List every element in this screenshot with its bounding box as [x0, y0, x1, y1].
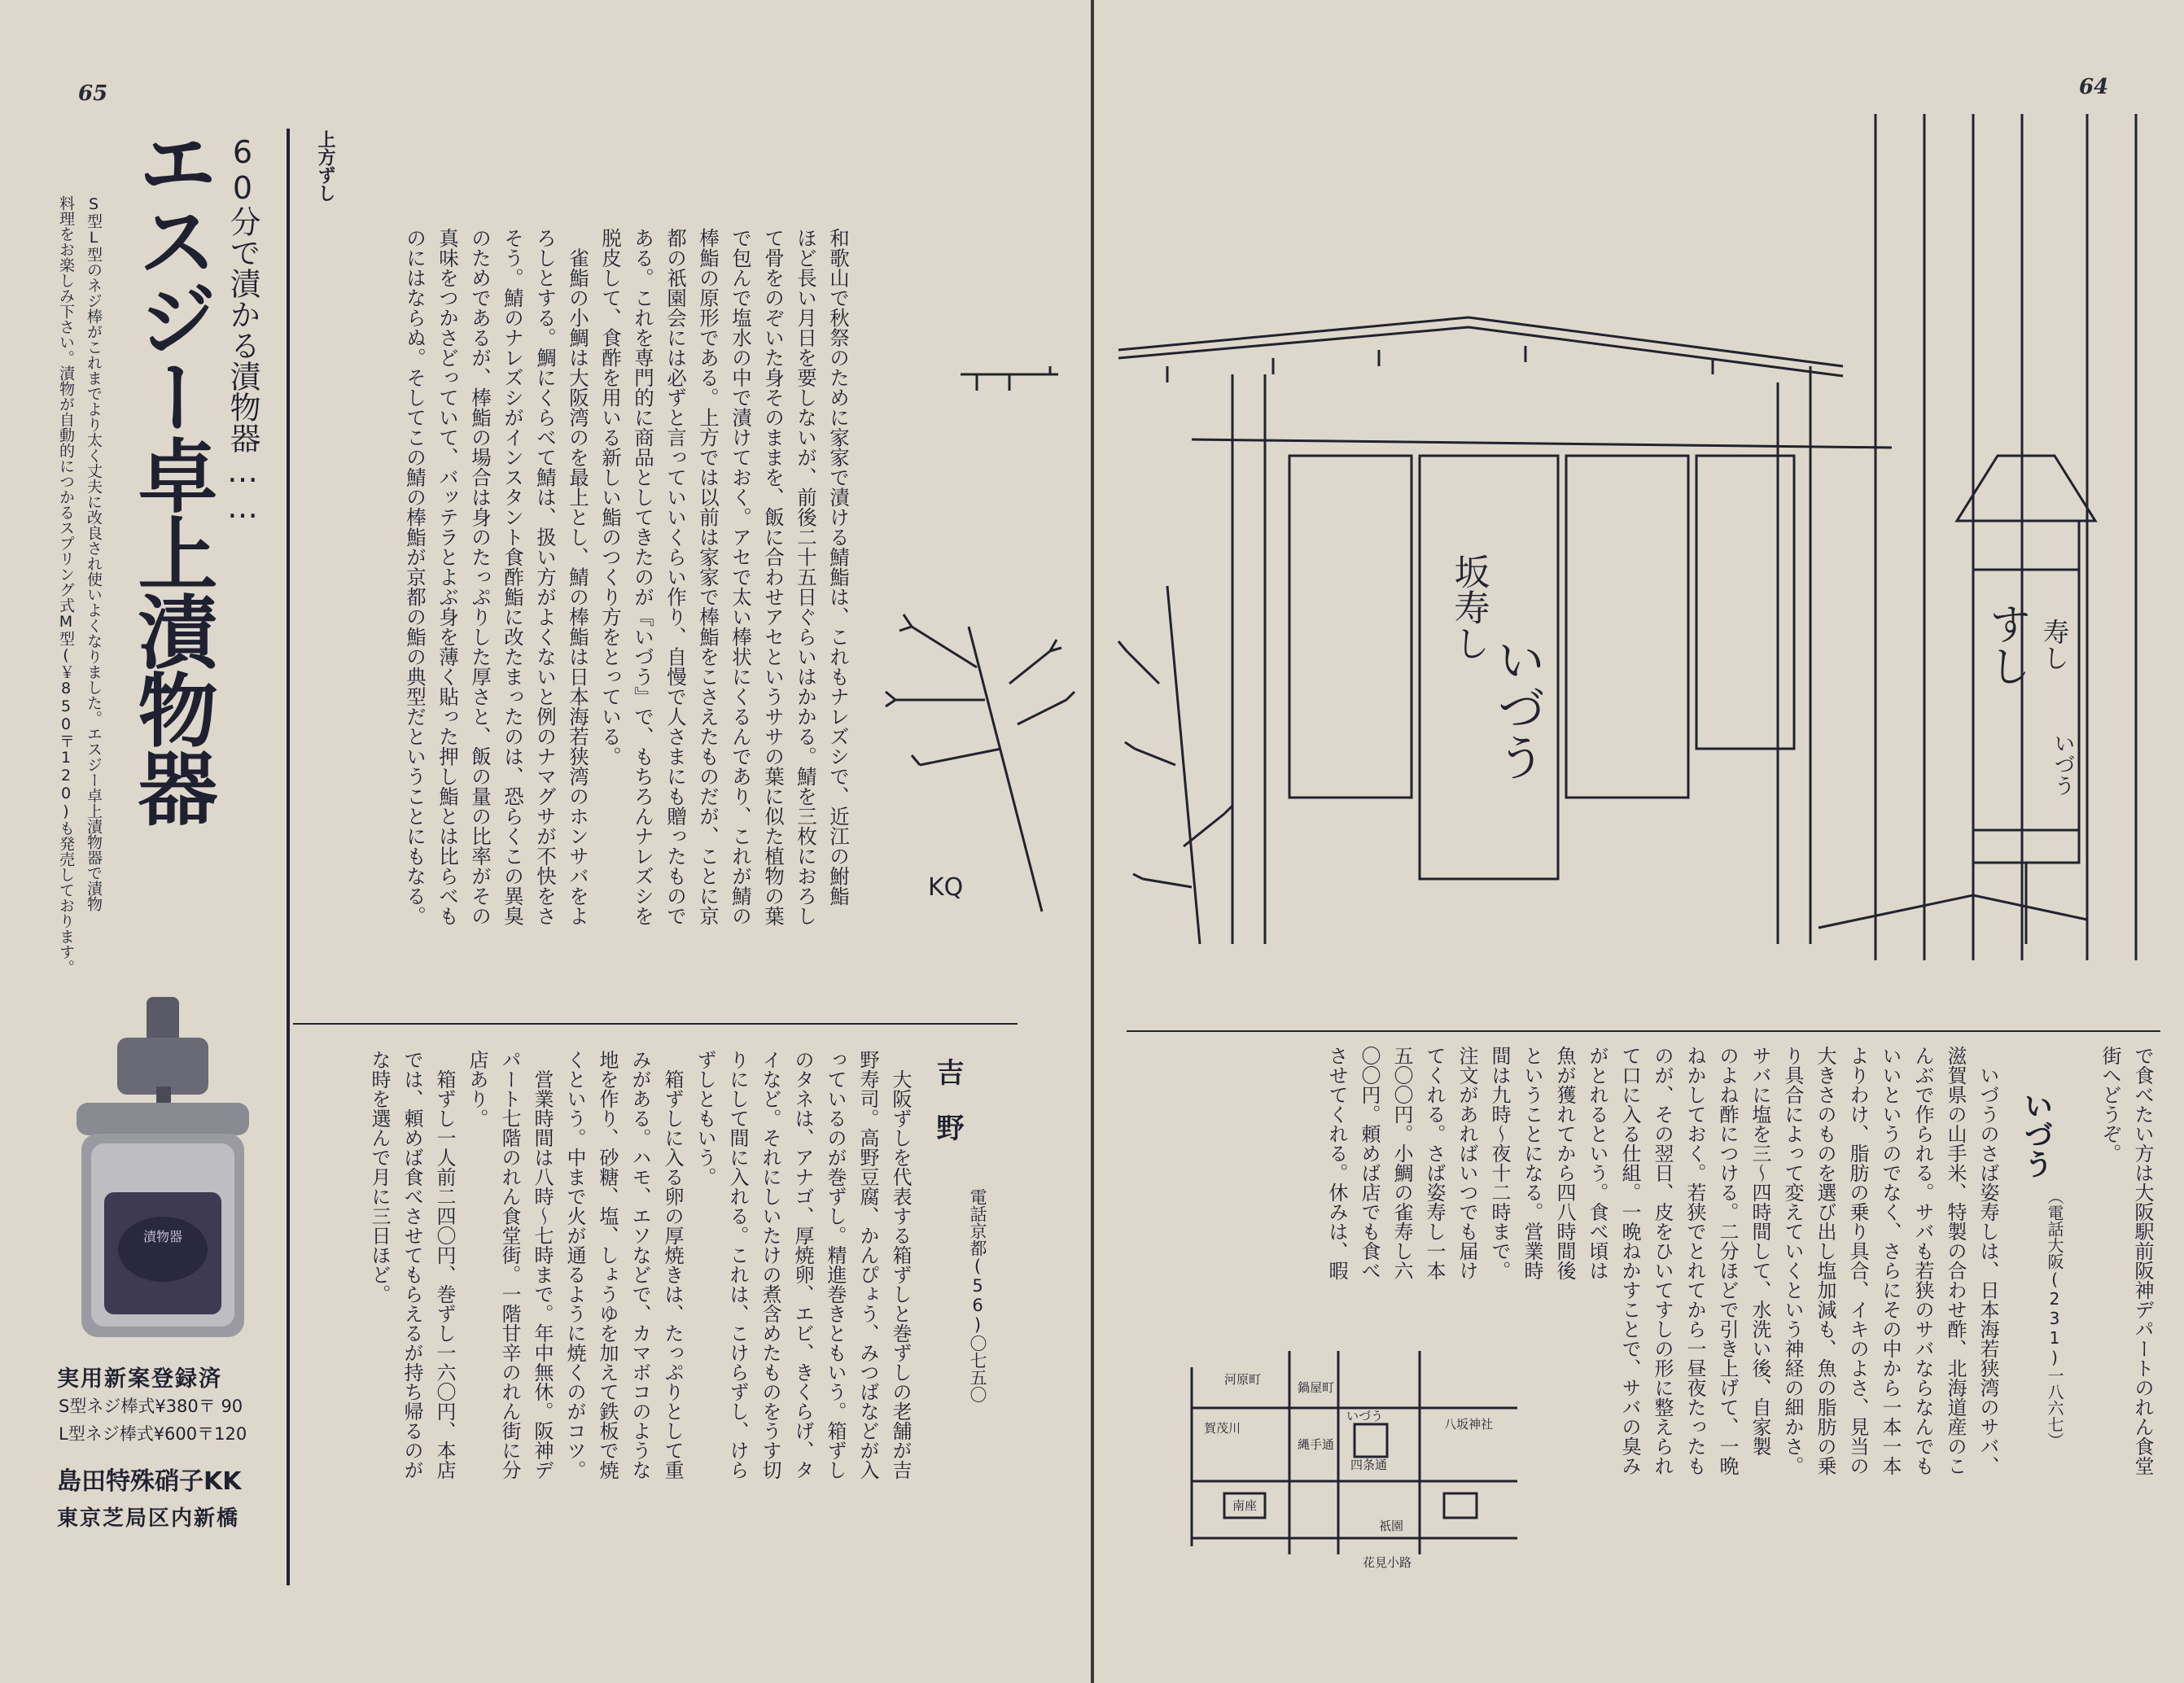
article-line: 棒鮨の原形である。上方では以前は家家で棒鮨をこさえたものだが、ことに京 [697, 228, 720, 926]
yoshino-line: りにして間に入れる。これは、こけらずし、けら [726, 1050, 749, 1480]
izuu-phone: （電話大阪(231)一八六七） [2045, 1188, 2064, 1449]
yoshino-line: 箱ずしに入る卵の厚焼きは、たっぷりとして重 [661, 1050, 684, 1480]
yoshino-line: 箱ずし一人前二四〇円、巻ずし一六〇円、本店 [433, 1050, 456, 1480]
izuu-line: 街へどうぞ。 [2099, 1046, 2121, 1163]
map-label-8: 南座 [1232, 1498, 1258, 1513]
article-line: 脱皮して、食酢を用いる新しい鮨のつくり方をとっている。 [599, 228, 623, 767]
page-number-64: 64 [2079, 75, 2109, 99]
ad-subtitle: 60分で漬かる漬物器…… [225, 134, 260, 525]
yoshino-line: のタネは、アナゴ、厚焼卵、エビ、きくらげ、タ [791, 1050, 814, 1480]
map-label-7: 花見小路 [1363, 1555, 1412, 1570]
yoshino-line: ずしともいう。 [694, 1050, 716, 1187]
ad-copy-line-1: S型L型のネジ棒がこれまでより太く丈夫に改良され使いよくなりました。エスジー卓上漬物器で漬物 [85, 195, 103, 911]
izuu-line: サバに塩を三〜四時間して、水洗い後、自家製 [1749, 1046, 1771, 1456]
noren-text-1: 坂寿し [1447, 553, 1490, 661]
izuu-line: のよね酢につける。二分ほどで引き上げて、一晩 [1716, 1046, 1739, 1475]
izuu-line: ねかしておく。若狭でとれてから一昼夜たったも [1683, 1046, 1706, 1475]
map-label-9: 賀茂川 [1204, 1421, 1241, 1436]
lantern-text-1: すし [1981, 602, 2030, 687]
yoshino-line: な時を選んで月に三日ほど。 [368, 1050, 391, 1304]
izuu-line: 注文があればいつでも届け [1455, 1046, 1478, 1280]
yoshino-line: パート七階のれん食堂街。一階甘辛のれん街に分 [498, 1050, 521, 1480]
izuu-line: で食べたい方は大阪駅前阪神デパートのれん食堂 [2131, 1046, 2154, 1475]
left-page [0, 0, 1091, 1683]
ad-title: エスジー卓上漬物器 [125, 122, 217, 825]
lantern-text-2: 寿し [2039, 619, 2070, 671]
izuu-line: 大きさのものを選び出し塩加減も、魚の脂肪の乗 [1814, 1046, 1836, 1475]
map-label-4: いづう [1346, 1409, 1384, 1423]
article-line: 和歌山で秋祭のために家家で漬ける鯖鮨は、これもナレズシで、近江の鮒鮨 [827, 228, 851, 906]
izuu-name: いづう [2020, 1091, 2053, 1178]
izuu-line: て口に入る仕組。一晩ねかすことで、サバの臭み [1618, 1046, 1641, 1475]
yoshino-line: 営業時間は八時〜七時まで。年中無休。阪神デ [531, 1050, 554, 1480]
izuu-line: のが、その翌日、皮をひいてすしの形に整えられ [1651, 1046, 1674, 1475]
yoshino-phone: 電話京都(56)〇七五〇 [968, 1188, 987, 1403]
article-body [317, 228, 855, 1009]
izuu-line: いいというのでなく、さらにその中から一本一本 [1879, 1046, 1902, 1475]
yoshino-body [306, 1050, 917, 1571]
izuu-line: よりわけ、脂肪の乗り具合、イキのよさ、見当の [1846, 1046, 1869, 1475]
yoshino-line: みがある。ハモ、エソなどで、カマボコのような [628, 1050, 651, 1480]
section-divider [293, 1023, 1018, 1025]
article-line: のにはならぬ。そしてこの鯖の棒鮨が京都の鮨の典型だということにもなる。 [404, 228, 427, 926]
article-line: 雀鮨の小鯛は大阪湾のを最上とし、鯖の棒鮨は日本海若狭湾のホンサバをよ [567, 228, 590, 926]
noren-text-2: いづう [1489, 635, 1546, 781]
izuu-line: 魚が獲れてから四八時間後 [1553, 1046, 1576, 1280]
map-label-3: 四条通 [1350, 1458, 1388, 1472]
branch-sketch [847, 358, 1083, 928]
izuu-line: 滋賀県の山手米、特製の合わせ酢、北海道産のこ [1944, 1046, 1967, 1475]
article-line: ある。これを専門的に商品としてきたのが『いづう』で、もちろんナレズシを [632, 228, 655, 926]
izuu-line: り具合によって変えていくという神経の細かさ。 [1781, 1046, 1804, 1475]
article-line: ろしとする。鯛にくらべて鯖は、扱い方がよくないと例のナマグサが不快をさ [534, 228, 558, 926]
article-line: 真味をつかさどっていて、バッテラとよぶ身を薄く貼った押し鮨とは比らべも [436, 228, 460, 926]
right-section-divider [1127, 1030, 2160, 1032]
ad-company: 島田特殊硝子KK [57, 1467, 242, 1496]
izuu-line: ということになる。営業時 [1521, 1046, 1543, 1280]
right-page [1094, 0, 2184, 1683]
yoshino-line: 大阪ずしを代表する箱ずしと巻ずしの老舗が吉 [889, 1050, 912, 1480]
article-line: のためであるが、棒鮨の場合は身のたっぷりした厚さと、飯の量の比率がその [469, 228, 492, 926]
ad-address: 東京芝局区内新橋 [57, 1506, 240, 1531]
ad-divider [287, 129, 290, 1585]
ad-price-l: L型ネジ棒式¥600〒120 [59, 1424, 247, 1444]
izuu-line: てくれる。さば姿寿し一本 [1423, 1046, 1446, 1280]
izuu-line: 間は九時〜夜十二時まで。 [1488, 1046, 1511, 1280]
map-label-6: 祇園 [1379, 1519, 1404, 1533]
location-map [1175, 1335, 1542, 1579]
article-line: て骨をのぞいた身そのままを、飯に合わせアセというササの葉に似た植物の葉 [762, 228, 786, 926]
izuu-line: させてくれる。休みは、暇 [1325, 1046, 1348, 1280]
ad-copy-line-2: 料理をお楽しみ下さい。漬物が自動的につかるスプリング式M型(￥850〒120)も発売しております。 [57, 195, 75, 975]
article-line: で包んで塩水の中で漬けておく。アセで太い棒状にくるんであり、これが鯖の [729, 228, 753, 926]
izuu-line: いづうのさば姿寿しは、日本海若狭湾のサバ、 [1976, 1046, 1999, 1475]
sketch-signature: KQ [928, 873, 964, 902]
yoshino-line: 地を作り、砂糖、塩、しょうゆを加えて鉄板で焼 [596, 1050, 619, 1480]
jar-label: 漬物器 [142, 1229, 183, 1244]
jar-illustration [68, 997, 264, 1347]
lantern-text-3: いづう [2051, 732, 2075, 796]
yoshino-name: 吉 野 [931, 1058, 964, 1141]
map-label-5: 八坂神社 [1444, 1417, 1494, 1432]
yoshino-line: 店あり。 [466, 1050, 488, 1128]
map-label-1: 河原町 [1224, 1372, 1262, 1387]
yoshino-line: イなど。それにしいたけの煮含めたものをうす切 [759, 1050, 781, 1480]
izuu-spacer [2004, 1046, 2094, 1371]
izuu-line: 五〇〇円。小鯛の雀寿し六 [1390, 1046, 1413, 1280]
yoshino-line: 野寿司。高野豆腐、かんぴょう、みつばなどが入 [856, 1050, 879, 1480]
yoshino-line: くという。中まで火が通るように焼くのがコツ。 [563, 1050, 586, 1480]
ad-price-s: S型ネジ棒式¥380〒 90 [59, 1397, 243, 1416]
map-label-10: 縄手通 [1298, 1437, 1335, 1452]
izuu-line: 〇〇円。頼めば店でも食べ [1358, 1046, 1381, 1280]
izuu-line: んぶで作られる。サバも若狭のサバならなんでも [1911, 1046, 1934, 1475]
shop-illustration [1110, 114, 2169, 968]
article-line: 都の祇園会には必ずと言っていいくらい作り、自慢で人さまにも贈ったもので [664, 228, 688, 926]
yoshino-line: では、頼めば食べさせてもらえるが持ち帰るのが [400, 1050, 423, 1480]
article-heading: 上方ずし [315, 130, 335, 202]
map-label-2: 鍋屋町 [1298, 1380, 1335, 1395]
yoshino-line: っているのが巻ずし。精進巻きともいう。箱ずし [824, 1050, 847, 1480]
izuu-line: がとれるという。食べ頃は [1586, 1046, 1608, 1280]
article-line: ほど長い月日を要しないが、前後二十五日ぐらいはかかる。鯖を三枚におろし [794, 228, 818, 926]
article-line: そう。鯖のナレズシがインスタント食酢鮨に改たまったのは、恐らくこの異臭 [501, 228, 525, 926]
ad-registered: 実用新案登録済 [57, 1366, 222, 1392]
page-number-65: 65 [78, 81, 108, 106]
